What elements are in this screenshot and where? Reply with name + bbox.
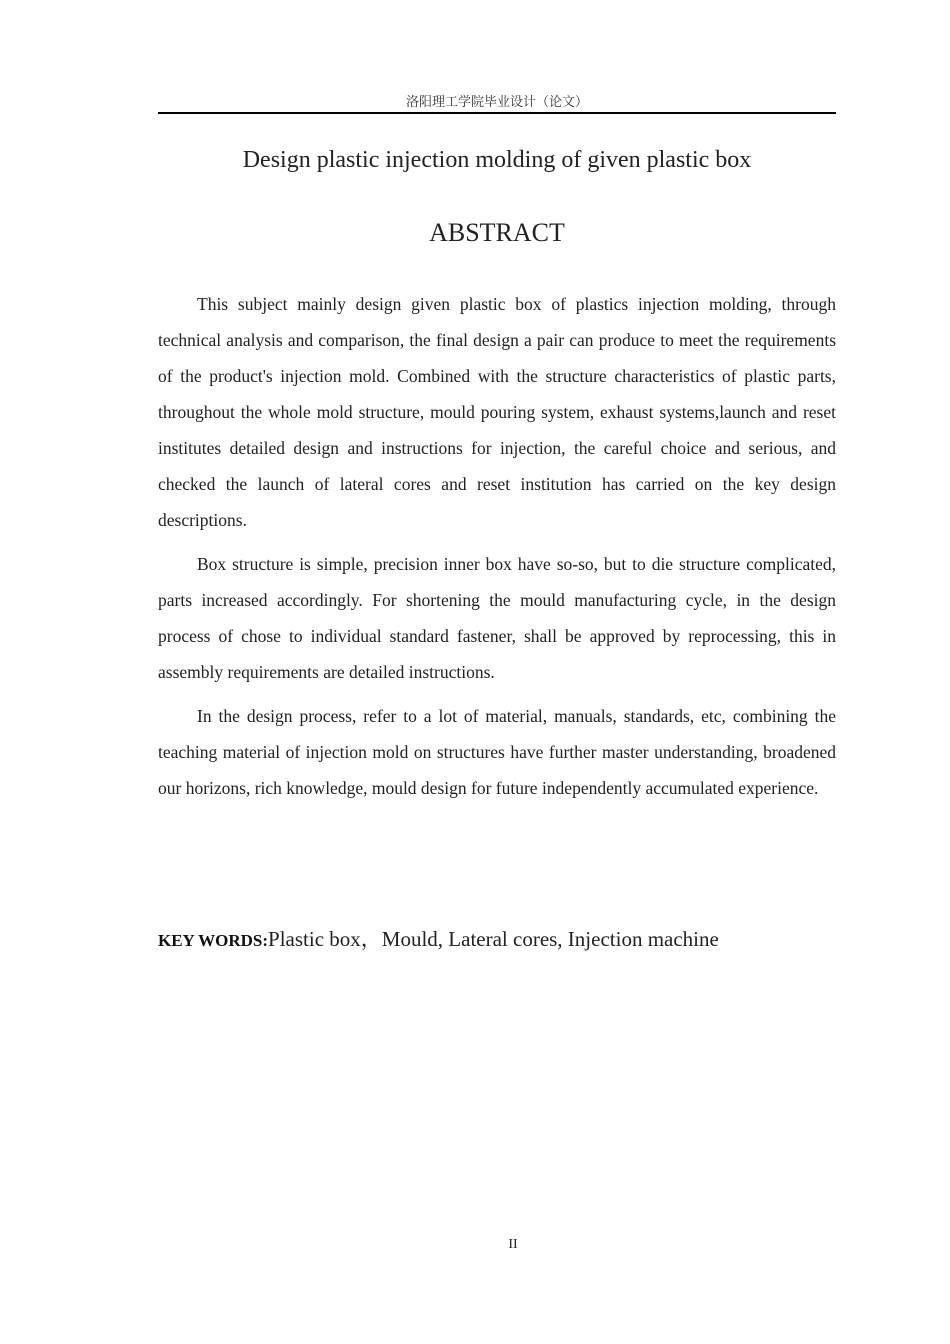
- abstract-paragraph-2: Box structure is simple, precision inner box have so-so, but to die structure complicated, parts increased accordingly. For shortening the mould manufacturing cycle, in the design process of chose to individual standard fastener, shall be approved by reprocessing, this in assembly requirements are detailed instructions.: [158, 554, 836, 682]
- header-rule: [158, 112, 836, 114]
- abstract-heading: ABSTRACT: [429, 218, 565, 247]
- page-number: II: [508, 1237, 518, 1252]
- abstract-paragraph-1: This subject mainly design given plastic box of plastics injection molding, through technical analysis and comparison, the final design a pair can produce to meet the requirements of the product's injection mold. Combined with the structure characteristics of plastic parts, throughout the whole mold structure, mould pouring system, exhaust systems,launch and reset institutes detailed design and instructions for injection, the careful choice and serious, and checked the launch of lateral cores and reset institution has carried on the key design descriptions.: [158, 294, 836, 530]
- keywords-label: KEY WORDS:: [158, 931, 269, 950]
- document-title: Design plastic injection molding of given plastic box: [242, 147, 752, 173]
- abstract-body: [158, 286, 836, 814]
- abstract-paragraph-3: In the design process, refer to a lot of material, manuals, standards, etc, combining the teaching material of injection mold on structures have further master understanding, broadened our horizons, rich knowledge, mould design for future independently accumulated experience.: [158, 706, 836, 798]
- keywords-value: Plastic box，Mould, Lateral cores, Injection machine: [268, 927, 719, 951]
- keywords-line: [158, 924, 858, 957]
- page-header: 洛阳理工学院毕业设计（论文）: [405, 94, 588, 109]
